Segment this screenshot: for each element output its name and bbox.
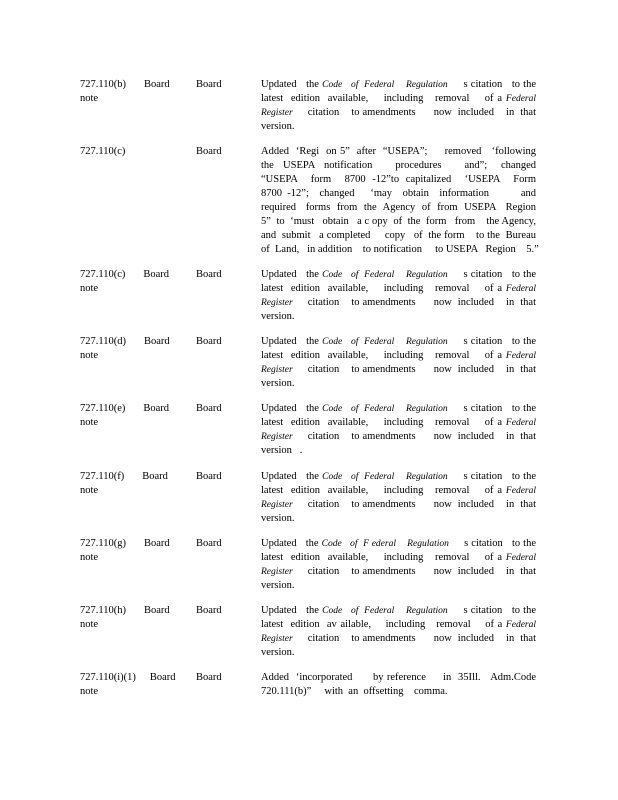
description-line <box>261 215 536 229</box>
description-text: of Land, in addition to notification to USEPA Region 5.” <box>261 244 539 255</box>
description-line <box>261 145 536 159</box>
description-text: citation to amendments now included in that <box>292 633 536 644</box>
description-line <box>261 430 536 444</box>
description-line <box>261 92 536 106</box>
description-text: Updated the <box>261 269 323 280</box>
description-text: Updated the <box>261 538 322 549</box>
description-line <box>261 537 536 551</box>
description-text: s citation to the <box>447 471 536 482</box>
section-cell <box>80 268 190 296</box>
description-italic-text: Code of Federal Regulation <box>322 606 448 616</box>
description-line <box>261 685 536 699</box>
description-text: latest edition available, including removal of a <box>261 552 506 563</box>
description-text: “USEPA form 8700 -12”to capitalized ‘USEPA Form <box>261 174 536 185</box>
description-italic-text: Federal <box>505 486 536 496</box>
section-number: 727.110(e) <box>80 403 126 414</box>
description-line <box>261 579 536 593</box>
description-italic-text: Federal <box>505 94 536 104</box>
description-cell <box>261 470 536 526</box>
description-text: Updated the <box>261 79 323 90</box>
description-italic-text: Federal <box>505 418 536 428</box>
section-number: 727.110(i)(1) <box>80 672 136 683</box>
description-italic-text: Register <box>261 567 293 577</box>
description-line <box>261 349 536 363</box>
description-line <box>261 444 536 458</box>
description-text: version. <box>261 311 295 322</box>
description-text: latest edition available, including removal of a <box>261 417 506 428</box>
description-text: version. <box>261 513 295 524</box>
description-text: Updated the <box>261 471 323 482</box>
section-cell <box>80 402 190 430</box>
section-cell <box>80 335 190 363</box>
description-cell <box>261 604 536 660</box>
description-text: 5” to ‘must obtain a c opy of the form from the Agency, <box>261 216 536 227</box>
section-note: note <box>80 417 99 428</box>
description-italic-text: Code of Federal Regulation <box>322 404 448 414</box>
description-text: 8700 -12”; changed ‘may obtain information and <box>261 188 536 199</box>
description-italic-text: Register <box>261 108 293 118</box>
description-text: s citation to the <box>447 403 536 414</box>
section-cell <box>80 78 190 106</box>
description-italic-text: Federal <box>505 351 536 361</box>
description-text: citation to amendments now included in that <box>292 431 536 442</box>
description-text: required forms from the Agency of from USEPA Region <box>261 202 536 213</box>
description-line <box>261 416 536 430</box>
description-italic-text: Code of Federal Regulation <box>322 80 448 90</box>
description-text: latest edition available, including removal of a <box>261 93 506 104</box>
section-cell <box>80 470 190 498</box>
description-line <box>261 512 536 526</box>
description-line <box>261 470 536 484</box>
section-number: 727.110(h) <box>80 605 126 616</box>
section-cell <box>80 604 190 632</box>
description-text: citation to amendments now included in that <box>292 297 536 308</box>
description-line <box>261 363 536 377</box>
source-cell: Board <box>196 146 222 157</box>
description-text: s citation to the <box>448 538 536 549</box>
section-number: 727.110(d) <box>80 336 126 347</box>
source-cell: Board <box>196 672 222 683</box>
source-cell: Board <box>196 605 222 616</box>
section-number: 727.110(b) <box>80 79 126 90</box>
description-text: latest edition available, including removal of a <box>261 283 506 294</box>
source-label: Board <box>149 672 176 683</box>
description-line <box>261 498 536 512</box>
section-note: note <box>80 552 99 563</box>
description-text: version. <box>261 647 295 658</box>
description-text: version. <box>261 378 295 389</box>
section-note: note <box>80 485 99 496</box>
description-text: latest edition av ailable, including removal of a <box>261 619 506 630</box>
description-line <box>261 377 536 391</box>
source-label: Board <box>143 403 170 414</box>
description-line <box>261 201 536 215</box>
source-label: Board <box>143 79 170 90</box>
source-cell: Board <box>196 538 222 549</box>
description-line <box>261 187 536 201</box>
description-cell <box>261 78 536 134</box>
description-line <box>261 565 536 579</box>
description-text: version . <box>261 445 303 456</box>
description-text: s citation to the <box>447 79 536 90</box>
section-cell <box>80 537 190 565</box>
description-text: 720.111(b)” with an offsetting comma. <box>261 686 448 697</box>
source-cell: Board <box>196 336 222 347</box>
description-line <box>261 618 536 632</box>
description-line <box>261 484 536 498</box>
section-cell <box>80 145 190 159</box>
description-line <box>261 173 536 187</box>
description-text: the USEPA notification procedures and”; changed <box>261 160 536 171</box>
description-italic-text: Federal <box>505 620 536 630</box>
description-cell <box>261 268 536 324</box>
description-text: citation to amendments now included in that <box>292 566 536 577</box>
description-text: Updated the <box>261 605 323 616</box>
description-text: version. <box>261 580 295 591</box>
description-text: citation to amendments now included in that <box>292 364 536 375</box>
description-italic-text: Register <box>261 298 293 308</box>
description-italic-text: Register <box>261 500 293 510</box>
description-text: s citation to the <box>447 269 536 280</box>
description-italic-text: Federal <box>505 284 536 294</box>
description-line <box>261 282 536 296</box>
description-italic-text: Code of Federal Regulation <box>322 472 448 482</box>
description-line <box>261 243 539 257</box>
description-text: Added ‘incorporated by reference in 35Ill. Adm.Code <box>261 672 536 683</box>
description-line <box>261 296 536 310</box>
description-text: and submit a completed copy of the form to the Bureau <box>261 230 536 241</box>
description-line <box>261 229 536 243</box>
section-number: 727.110(g) <box>80 538 126 549</box>
section-number: 727.110(c) <box>80 146 126 157</box>
description-line <box>261 604 536 618</box>
description-line <box>261 335 536 349</box>
description-cell <box>261 335 536 391</box>
source-label: Board <box>142 471 168 482</box>
description-text: Added ‘Regi on 5” after “USEPA”; removed ‘following <box>261 146 536 157</box>
description-italic-text: Register <box>261 432 293 442</box>
source-label: Board <box>143 336 170 347</box>
description-cell <box>261 671 536 699</box>
description-italic-text: Code of Federal Regulation <box>322 270 448 280</box>
section-number: 727.110(c) <box>80 269 126 280</box>
description-text: s citation to the <box>447 336 536 347</box>
section-note: note <box>80 93 99 104</box>
description-line <box>261 632 536 646</box>
description-line <box>261 268 536 282</box>
description-text: citation to amendments now included in that <box>292 107 536 118</box>
description-text: latest edition available, including removal of a <box>261 350 506 361</box>
description-italic-text: Code of Federal Regulation <box>322 337 448 347</box>
section-note: note <box>80 619 99 630</box>
description-text: Updated the <box>261 336 323 347</box>
section-number: 727.110(f) <box>80 471 125 482</box>
description-line <box>261 310 536 324</box>
description-line <box>261 646 536 660</box>
source-cell: Board <box>196 471 222 482</box>
description-italic-text: Federal <box>505 553 536 563</box>
description-line <box>261 106 536 120</box>
description-line <box>261 78 536 92</box>
section-cell <box>80 671 190 699</box>
source-label: Board <box>143 605 170 616</box>
section-note: note <box>80 283 99 294</box>
description-line <box>261 551 536 565</box>
description-text: s citation to the <box>447 605 536 616</box>
source-cell: Board <box>196 403 222 414</box>
source-cell: Board <box>196 269 222 280</box>
section-note: note <box>80 350 99 361</box>
description-italic-text: Code of F ederal Regulation <box>321 539 449 549</box>
description-text: Updated the <box>261 403 323 414</box>
description-cell <box>261 145 539 257</box>
description-text: version. <box>261 121 295 132</box>
description-italic-text: Register <box>261 365 293 375</box>
description-cell <box>261 402 536 458</box>
description-italic-text: Register <box>261 634 293 644</box>
description-text: latest edition available, including removal of a <box>261 485 506 496</box>
source-label: Board <box>143 269 170 280</box>
description-cell <box>261 537 536 593</box>
description-text: citation to amendments now included in that <box>292 499 536 510</box>
description-line <box>261 671 536 685</box>
source-label: Board <box>143 538 170 549</box>
description-line <box>261 402 536 416</box>
description-line <box>261 120 536 134</box>
section-note: note <box>80 686 99 697</box>
description-line <box>261 159 536 173</box>
source-cell: Board <box>196 79 222 90</box>
